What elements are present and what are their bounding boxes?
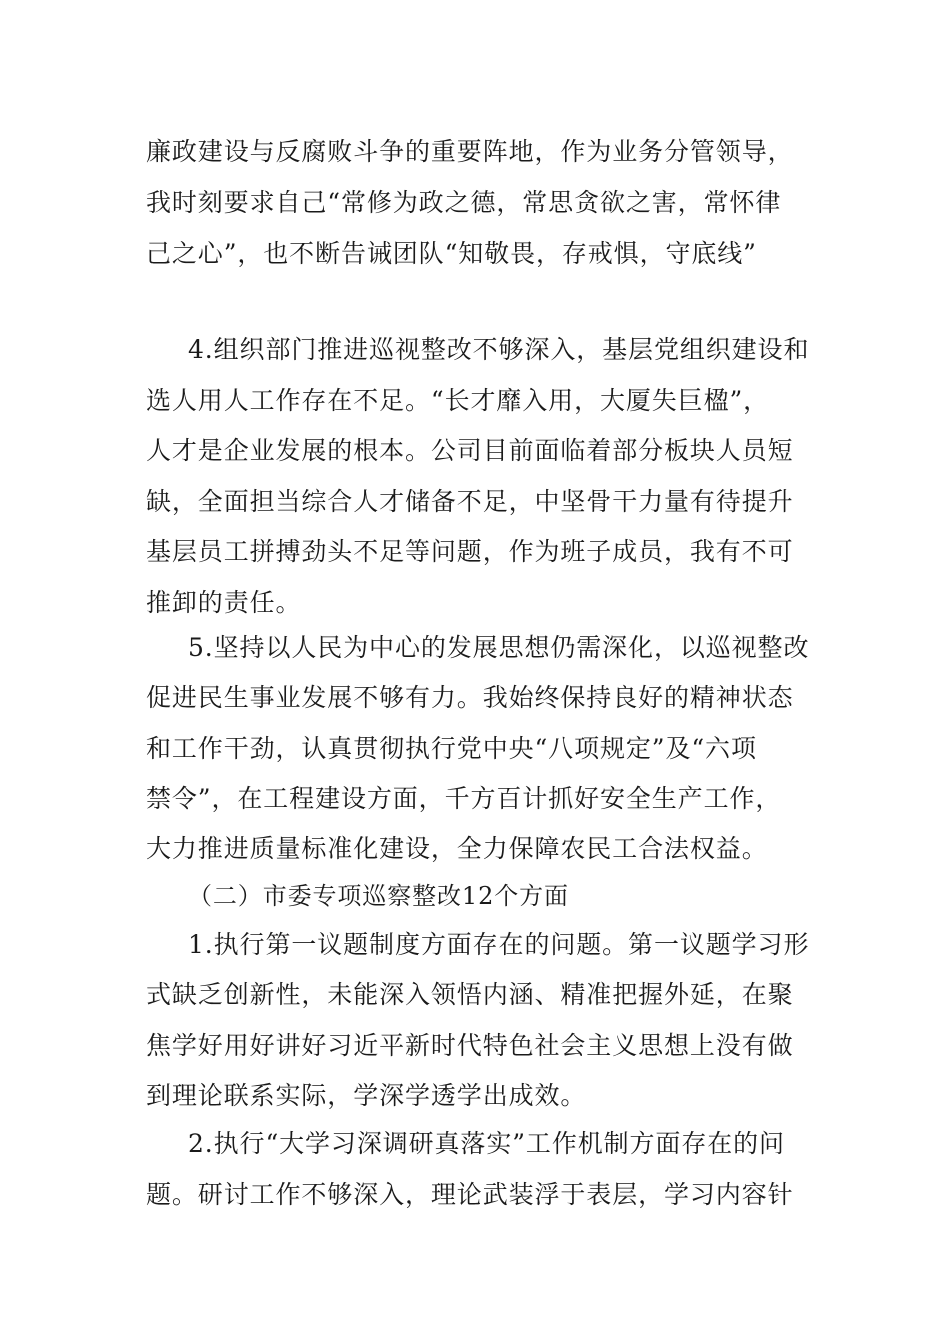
text-line (0, 482, 950, 522)
text-line-content: 大力推进质量标准化建设，全力保障农民工合法权益。 (146, 834, 768, 863)
text-line-content: 4.组织部门推进巡视整改不够深入，基层党组织建设和 (188, 335, 810, 364)
text-line-content: 缺，全面担当综合人才储备不足，中坚骨干力量有待提升 (146, 487, 794, 516)
text-line-content: 基层员工拼搏劲头不足等问题，作为班子成员，我有不可 (146, 537, 794, 566)
text-line-content: 5.坚持以人民为中心的发展思想仍需深化，以巡视整改 (188, 633, 810, 662)
text-line-content: 推卸的责任。 (146, 588, 302, 617)
text-line-content: 人才是企业发展的根本。公司目前面临着部分板块人员短 (146, 436, 794, 465)
text-line (0, 431, 950, 471)
text-line-content: 促进民生事业发展不够有力。我始终保持良好的精神状态 (146, 683, 794, 712)
text-line-content: 到理论联系实际，学深学透学出成效。 (146, 1081, 587, 1110)
text-line-content: 己之心”，也不断告诫团队“知敬畏，存戒惧，守底线” (146, 239, 757, 268)
text-line-content: 和工作干劲，认真贯彻执行党中央“八项规定”及“六项 (146, 734, 757, 763)
text-line (0, 583, 950, 623)
text-line (0, 1175, 950, 1215)
text-line (0, 183, 950, 223)
text-line (0, 829, 950, 869)
text-line (0, 381, 950, 421)
paragraph-5-first-line (0, 628, 950, 668)
text-line-content: 题。研讨工作不够深入，理论武装浮于表层，学习内容针 (146, 1180, 794, 1209)
text-line-content: 我时刻要求自己“常修为政之德，常思贪欲之害，常怀律 (146, 188, 782, 217)
text-line-content: 选人用人工作存在不足。“长才靡入用，大厦失巨楹”， (146, 386, 770, 415)
text-line-content: 廉政建设与反腐败斗争的重要阵地，作为业务分管领导， (146, 137, 794, 166)
text-line (0, 532, 950, 572)
section-heading (0, 876, 950, 916)
text-line (0, 729, 950, 769)
text-line-content: 2.执行“大学习深调研真落实”工作机制方面存在的问 (188, 1129, 785, 1158)
section-heading-text: （二）市委专项巡察整改12个方面 (188, 882, 569, 910)
text-line (0, 234, 950, 274)
text-line-content: 1.执行第一议题制度方面存在的问题。第一议题学习形 (188, 930, 810, 959)
text-line (0, 975, 950, 1015)
paragraph-4-first-line (0, 330, 950, 370)
text-line-content: 式缺乏创新性，未能深入领悟内涵、精准把握外延，在聚 (146, 980, 794, 1009)
text-line (0, 1026, 950, 1066)
text-line-content: 焦学好用好讲好习近平新时代特色社会主义思想上没有做 (146, 1031, 794, 1060)
text-line (0, 678, 950, 718)
text-line (0, 1076, 950, 1116)
text-line-content: 禁令”，在工程建设方面，千方百计抓好安全生产工作， (146, 784, 782, 813)
item-2-first-line (0, 1124, 950, 1164)
text-line (0, 779, 950, 819)
item-1-first-line (0, 925, 950, 965)
text-line (0, 132, 950, 172)
